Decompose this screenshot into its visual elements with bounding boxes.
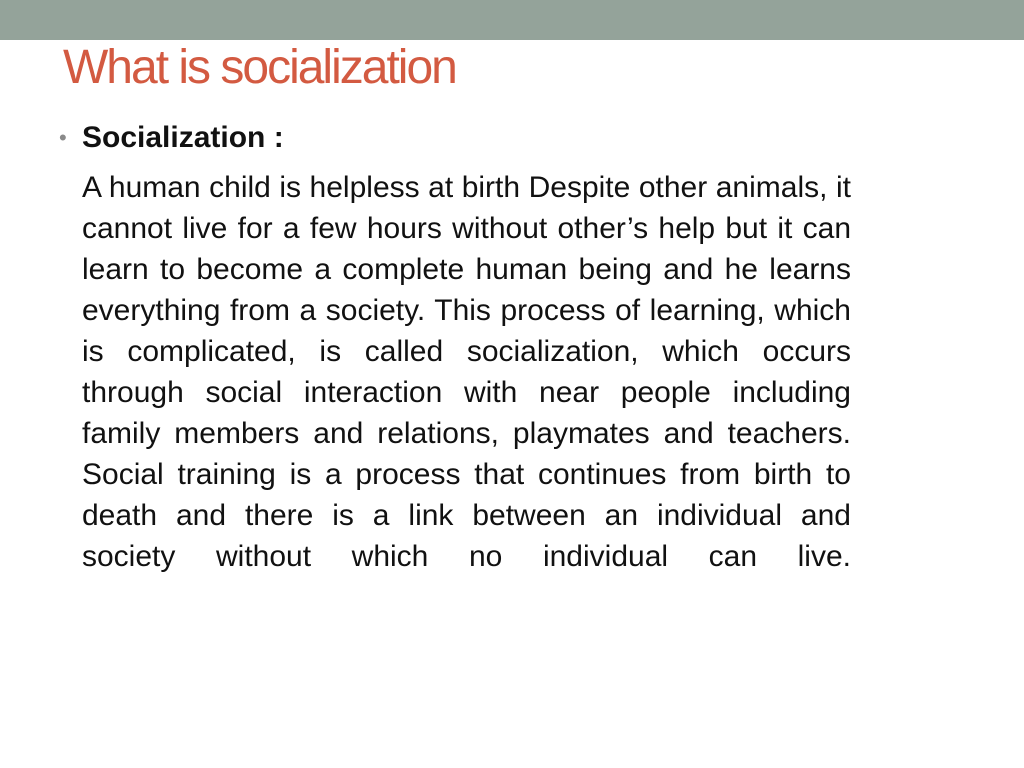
top-banner-bar — [0, 0, 1024, 40]
slide-title: What is socialization — [63, 41, 456, 94]
bullet-heading: Socialization : — [82, 121, 284, 154]
body-paragraph: A human child is helpless at birth Despite other animals, it cannot live for a few hours without other’s help but it can learn to become a complete human being and he learns everything from a society. This process of learning, which is complicated, is called socialization, which occurs through social interaction with near people including family members and relations, playmates and teachers. Social training is a process that continues from birth to death and there is a link between an individual and society without which no individual can live. — [82, 171, 851, 573]
bullet-marker: • — [59, 125, 67, 150]
